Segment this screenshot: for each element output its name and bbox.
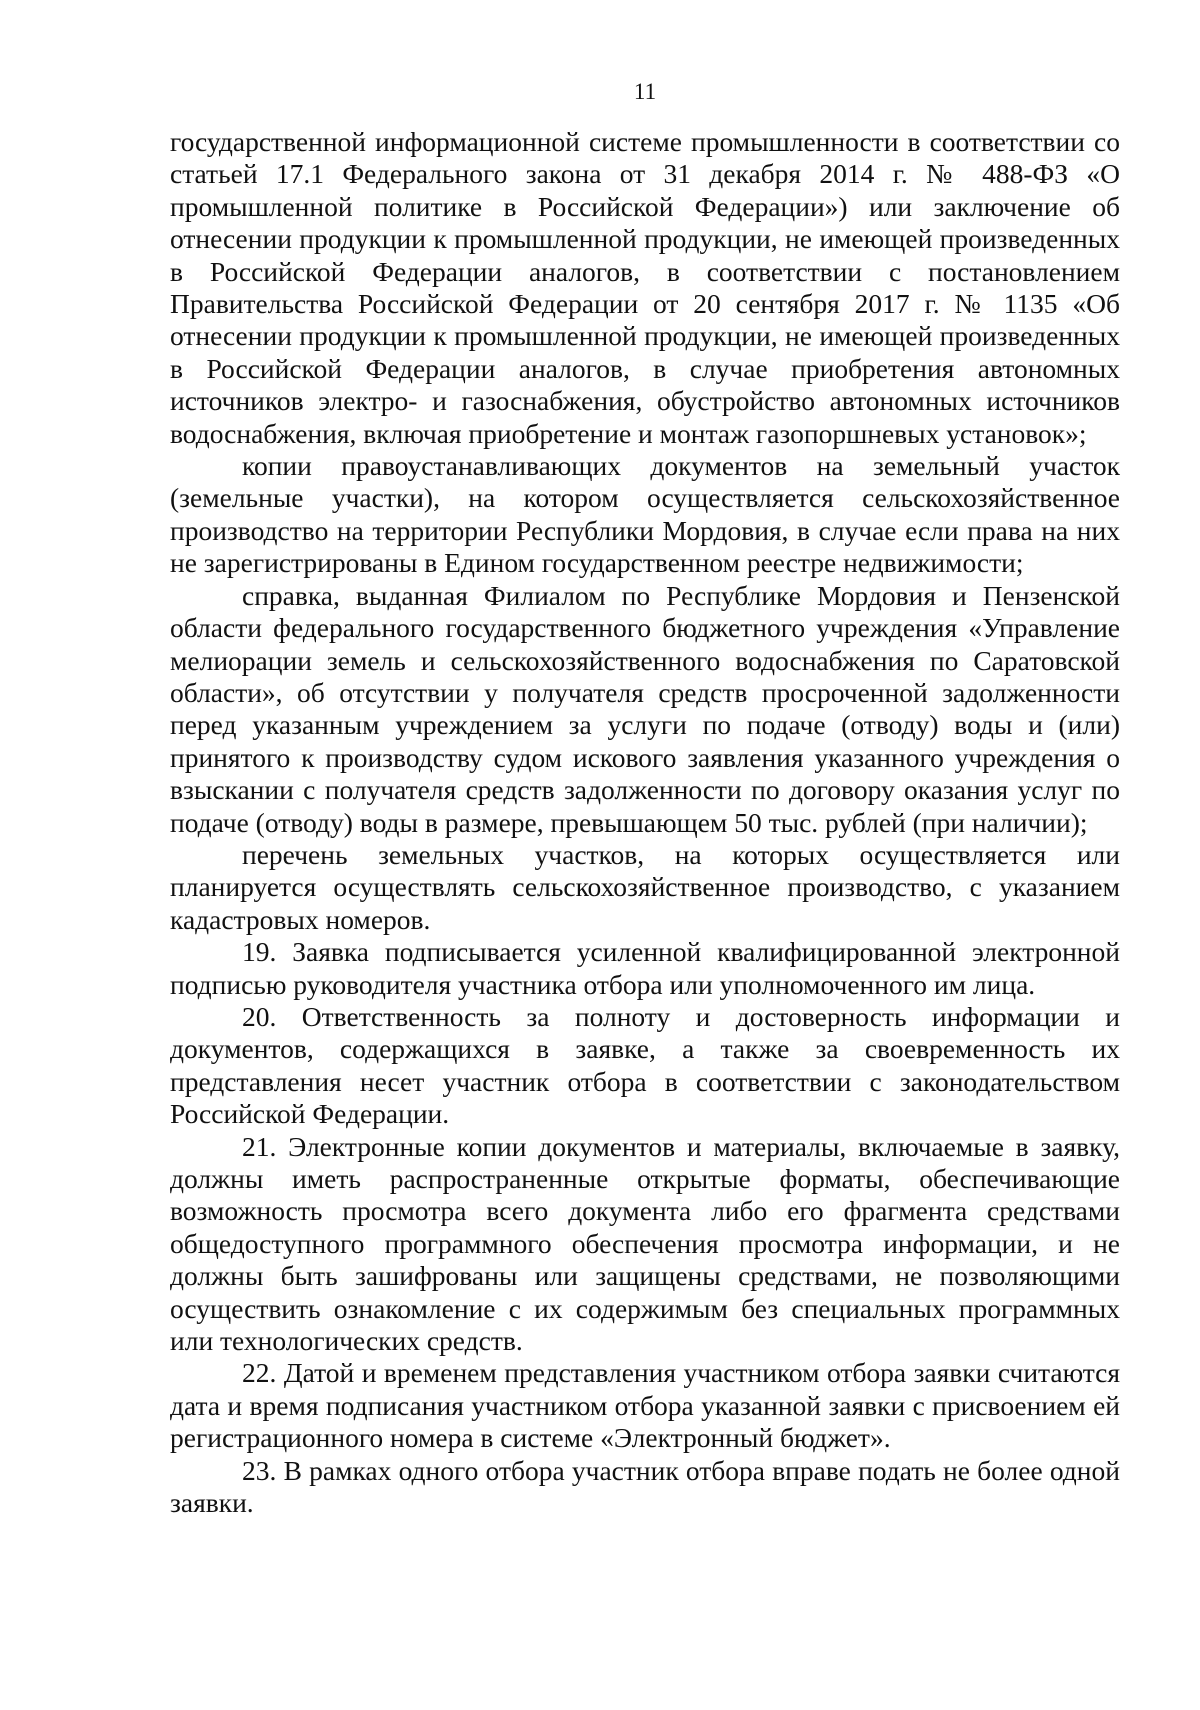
paragraph-land-plots-list: перечень земельных участков, на которых осуществляется или планируется осуществлять сельскохозяйственное производство, с указанием кадастровых номеров. xyxy=(170,838,1120,935)
paragraph-melioration-certificate: справка, выданная Филиалом по Республике Мордовия и Пензенской области федерального государственного бюджетного учреждения «Управление мелиорации земель и сельскохозяйственного водоснабжения по Саратовской области», об отсутствии у получателя средств просроченной задолженности перед указанным учреждением за услуги по подаче (отводу) воды и (или) принятого к производству судом искового заявления указанного учреждения о взыскании с получателя средств задолженности по договору оказания услуг по подаче (отводу) воды в размере, превышающем 50 тыс. рублей (при наличии); xyxy=(170,579,1120,838)
paragraph-item-22: 22. Датой и временем представления участником отбора заявки считаются дата и время подписания участником отбора указанной заявки с присвоением ей регистрационного номера в системе «Электронный бюджет». xyxy=(170,1357,1120,1454)
page-number: 11 xyxy=(633,79,657,104)
paragraph-item-19: 19. Заявка подписывается усиленной квалифицированной электронной подписью руководителя участника отбора или уполномоченного им лица. xyxy=(170,936,1120,1000)
paragraph-item-23: 23. В рамках одного отбора участник отбора вправе подать не более одной заявки. xyxy=(170,1454,1120,1519)
document-body xyxy=(170,126,1120,1519)
paragraph-item-20: 20. Ответственность за полноту и достоверность информации и документов, содержащихся в заявке, а также за своевременность их представления несет участник отбора в соответствии с законодательством Российской Федерации. xyxy=(170,1000,1120,1130)
paragraph-land-title-documents: копии правоустанавливающих документов на земельный участок (земельные участки), на котором осуществляется сельскохозяйственное производство на территории Республики Мордовия, в случае если права на них не зарегистрированы в Едином государственном реестре недвижимости; xyxy=(170,450,1120,579)
paragraph-item-21: 21. Электронные копии документов и материалы, включаемые в заявку, должны иметь распространенные открытые форматы, обеспечивающие возможность просмотра всего документа либо его фрагмента средствами общедоступного программного обеспечения просмотра информации, и не должны быть зашифрованы или защищены средствами, не позволяющими осуществить ознакомление с их содержимым без специальных программных или технологических средств. xyxy=(170,1130,1120,1357)
paragraph-continuation-state-info-system: государственной информационной системе промышленности в соответствии со статьей 17.1 Федерального закона от 31 декабря 2014 г. № 488-ФЗ «О промышленной политике в Российской Федерации») или заключение об отнесении продукции к промышленной продукции, не имеющей произведенных в Российской Федерации аналогов, в соответствии с постановлением Правительства Российской Федерации от 20 сентября 2017 г. № 1135 «Об отнесении продукции к промышленной продукции, не имеющей произведенных в Российской Федерации аналогов, в случае приобретения автономных источников электро- и газоснабжения, обустройство автономных источников водоснабжения, включая приобретение и монтаж газопоршневых установок»; xyxy=(170,126,1120,449)
